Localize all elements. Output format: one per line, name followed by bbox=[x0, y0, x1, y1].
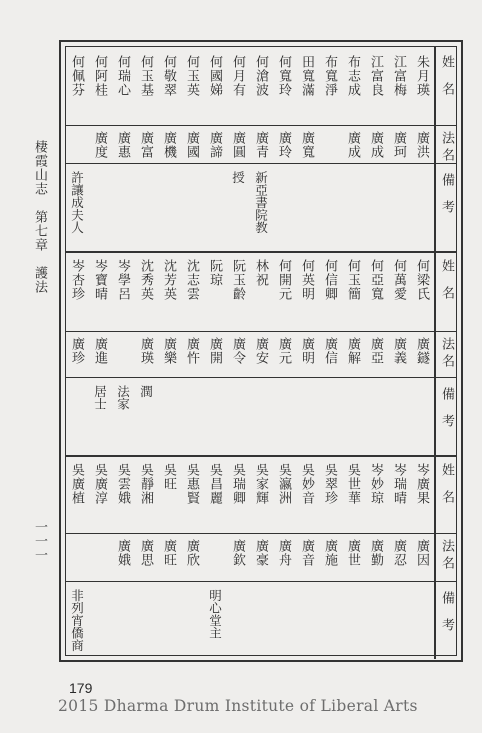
note-cell: 法家 bbox=[115, 385, 131, 410]
row-divider bbox=[66, 581, 456, 582]
dharma-name-cell: 廣旺 bbox=[161, 539, 176, 567]
name-cell: 何寬玲 bbox=[276, 55, 291, 97]
dharma-name-cell: 廣寬 bbox=[299, 131, 314, 159]
dharma-name-cell: 廣豪 bbox=[253, 539, 268, 567]
dharma-name-cell: 廣明 bbox=[299, 337, 314, 365]
name-cell: 布寬淨 bbox=[322, 55, 337, 97]
name-cell: 林祝 bbox=[253, 259, 268, 287]
note-cell: 明心堂主 bbox=[207, 589, 223, 639]
dharma-name-cell: 廣亞 bbox=[368, 337, 383, 365]
dharma-name-cell: 廣施 bbox=[322, 539, 337, 567]
header-name: 姓名 bbox=[439, 55, 454, 109]
name-cell: 吳靜湘 bbox=[138, 463, 153, 505]
dharma-name-cell: 廣忍 bbox=[391, 539, 406, 567]
name-cell: 何滄波 bbox=[253, 55, 268, 97]
header-divider bbox=[434, 47, 436, 659]
register-table bbox=[59, 40, 463, 662]
dharma-name-cell: 廣機 bbox=[161, 131, 176, 159]
dharma-name-cell: 廣玲 bbox=[276, 131, 291, 159]
dharma-name-cell: 廣解 bbox=[345, 337, 360, 365]
name-cell: 吳瀛洲 bbox=[276, 463, 291, 505]
dharma-name-cell: 廣世 bbox=[345, 539, 360, 567]
name-cell: 何佩芬 bbox=[69, 55, 84, 97]
name-cell: 何開元 bbox=[276, 259, 291, 301]
name-cell: 吳昌麗 bbox=[207, 463, 222, 505]
name-cell: 岑瑞晴 bbox=[391, 463, 406, 505]
dharma-name-cell: 廣令 bbox=[230, 337, 245, 365]
name-cell: 吳廣淳 bbox=[92, 463, 107, 505]
header-notes: 備考 bbox=[439, 591, 454, 645]
note-cell: 新亞書院教 bbox=[253, 171, 269, 234]
name-cell: 布志成 bbox=[345, 55, 360, 97]
dharma-name-cell: 廣義 bbox=[391, 337, 406, 365]
dharma-name-cell: 廣欣 bbox=[184, 539, 199, 567]
dharma-name-cell: 廣珂 bbox=[391, 131, 406, 159]
dharma-name-cell: 廣青 bbox=[253, 131, 268, 159]
dharma-name-cell: 廣開 bbox=[207, 337, 222, 365]
dharma-name-cell: 廣因 bbox=[414, 539, 429, 567]
name-cell: 岑杏珍 bbox=[69, 259, 84, 301]
name-cell: 沈志雲 bbox=[184, 259, 199, 301]
dharma-name-cell: 廣瑛 bbox=[138, 337, 153, 365]
dharma-name-cell: 廣成 bbox=[345, 131, 360, 159]
dharma-name-cell: 廣信 bbox=[322, 337, 337, 365]
header-name: 姓名 bbox=[439, 463, 454, 517]
name-cell: 何瑞心 bbox=[115, 55, 130, 97]
name-cell: 岑寶晴 bbox=[92, 259, 107, 301]
dharma-name-cell: 廣元 bbox=[276, 337, 291, 365]
name-cell: 吳廣植 bbox=[69, 463, 84, 505]
name-cell: 何玉簡 bbox=[345, 259, 360, 301]
dharma-name-cell: 廣鐩 bbox=[414, 337, 429, 365]
name-cell: 岑廣果 bbox=[414, 463, 429, 505]
dharma-name-cell: 廣國 bbox=[184, 131, 199, 159]
dharma-name-cell: 廣洪 bbox=[414, 131, 429, 159]
name-cell: 何梁氏 bbox=[414, 259, 429, 301]
dharma-name-cell: 廣音 bbox=[299, 539, 314, 567]
name-cell: 吳旺 bbox=[161, 463, 176, 491]
name-cell: 田寬滿 bbox=[299, 55, 314, 97]
dharma-name-cell: 廣娥 bbox=[115, 539, 130, 567]
name-cell: 何國娣 bbox=[207, 55, 222, 97]
name-cell: 何亞寬 bbox=[368, 259, 383, 301]
name-cell: 何敬翠 bbox=[161, 55, 176, 97]
name-cell: 何信卿 bbox=[322, 259, 337, 301]
dharma-name-cell: 廣惠 bbox=[115, 131, 130, 159]
leaf-number: 一一一 bbox=[32, 520, 47, 562]
dharma-name-cell: 廣舟 bbox=[276, 539, 291, 567]
name-cell: 吳世華 bbox=[345, 463, 360, 505]
header-name: 姓名 bbox=[439, 259, 454, 313]
dharma-name-cell: 廣忤 bbox=[184, 337, 199, 365]
dharma-name-cell: 廣珍 bbox=[69, 337, 84, 365]
name-cell: 沈秀英 bbox=[138, 259, 153, 301]
name-cell: 阮玉齡 bbox=[230, 259, 245, 301]
name-cell: 吳翠珍 bbox=[322, 463, 337, 505]
name-cell: 沈芳英 bbox=[161, 259, 176, 301]
row-divider bbox=[66, 377, 456, 378]
dharma-name-cell: 廣圓 bbox=[230, 131, 245, 159]
name-cell: 吳惠賢 bbox=[184, 463, 199, 505]
dharma-name-cell: 廣諦 bbox=[207, 131, 222, 159]
name-cell: 何玉英 bbox=[184, 55, 199, 97]
note-cell: 居士 bbox=[92, 385, 108, 410]
note-cell: 許讓成夫人 bbox=[69, 171, 85, 234]
dharma-name-cell: 廣度 bbox=[92, 131, 107, 159]
name-cell: 江富良 bbox=[368, 55, 383, 97]
header-dharma-name: 法名 bbox=[439, 337, 454, 371]
note-cell: 非列宵僑商 bbox=[69, 589, 85, 652]
name-cell: 吳瑞卿 bbox=[230, 463, 245, 505]
dharma-name-cell: 廣思 bbox=[138, 539, 153, 567]
dharma-name-cell: 廣成 bbox=[368, 131, 383, 159]
credit-line: 2015 Dharma Drum Institute of Liberal Arts bbox=[58, 697, 418, 715]
page-number: 179 bbox=[69, 680, 93, 696]
dharma-name-cell: 廣欽 bbox=[230, 539, 245, 567]
name-cell: 吳雲娥 bbox=[115, 463, 130, 505]
header-dharma-name: 法名 bbox=[439, 539, 454, 573]
name-cell: 吳妙音 bbox=[299, 463, 314, 505]
dharma-name-cell: 廣進 bbox=[92, 337, 107, 365]
header-notes: 備考 bbox=[439, 173, 454, 227]
name-cell: 阮琼 bbox=[207, 259, 222, 287]
note-cell: 授 bbox=[230, 171, 246, 184]
table-inner bbox=[65, 46, 457, 656]
chapter-title: 棲霞山志 第七章 護法 bbox=[32, 140, 47, 294]
name-cell: 何阿桂 bbox=[92, 55, 107, 97]
dharma-name-cell: 廣勤 bbox=[368, 539, 383, 567]
section-divider bbox=[66, 455, 456, 457]
note-cell: 潤 bbox=[138, 385, 154, 398]
name-cell: 何玉基 bbox=[138, 55, 153, 97]
name-cell: 何英明 bbox=[299, 259, 314, 301]
dharma-name-cell: 廣安 bbox=[253, 337, 268, 365]
name-cell: 岑妙琼 bbox=[368, 463, 383, 505]
name-cell: 何月有 bbox=[230, 55, 245, 97]
header-notes: 備考 bbox=[439, 387, 454, 441]
name-cell: 朱月瑛 bbox=[414, 55, 429, 97]
name-cell: 吳家輝 bbox=[253, 463, 268, 505]
name-cell: 何萬愛 bbox=[391, 259, 406, 301]
name-cell: 岑學呂 bbox=[115, 259, 130, 301]
name-cell: 江富梅 bbox=[391, 55, 406, 97]
dharma-name-cell: 廣富 bbox=[138, 131, 153, 159]
header-dharma-name: 法名 bbox=[439, 131, 454, 165]
dharma-name-cell: 廣樂 bbox=[161, 337, 176, 365]
section-divider bbox=[66, 251, 456, 253]
